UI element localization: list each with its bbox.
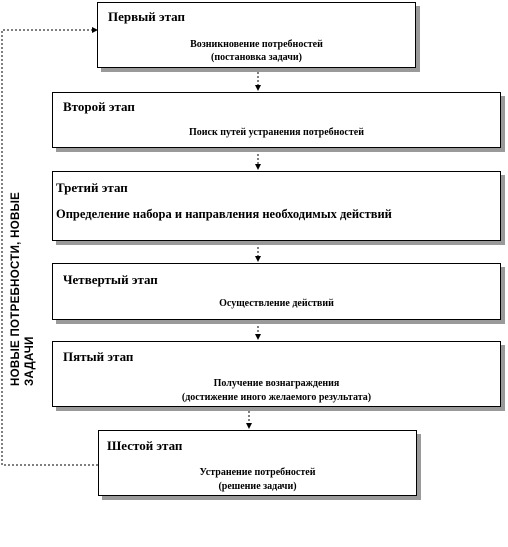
stage-3-desc-line-1: Определение набора и направления необходимых действий <box>56 207 392 221</box>
stage-2-desc-line-1: Поиск путей устранения потребностей <box>189 127 364 138</box>
stage-6-desc-line-2: (решение задачи) <box>218 481 297 492</box>
stage-6-box <box>98 430 417 496</box>
stage-6-desc-line-1: Устранение потребностей <box>199 467 316 478</box>
stage-1-desc-line-1: Возникновение потребностей <box>190 39 323 50</box>
stage-4-title: Четвертый этап <box>63 272 158 287</box>
stage-6-title: Шестой этап <box>107 438 183 453</box>
stage-5-desc-line-1: Получение вознаграждения <box>213 378 340 389</box>
stage-5-desc-line-2: (достижение иного желаемого результата) <box>181 392 372 403</box>
stage-4-box <box>52 263 501 320</box>
feedback-label: НОВЫЕ ПОТРЕБНОСТИ, НОВЫЕ ЗАДАЧИ <box>10 191 36 386</box>
stage-3-title: Третий этап <box>56 180 128 195</box>
stage-2-title: Второй этап <box>63 99 135 114</box>
stage-3-box <box>52 171 501 241</box>
stage-1-desc-line-2: (постановка задачи) <box>211 52 302 63</box>
stage-5-title: Пятый этап <box>63 349 134 364</box>
stage-4-desc-line-1: Осуществление действий <box>219 298 334 309</box>
stage-5-box <box>52 341 501 407</box>
stage-2-box <box>52 92 501 148</box>
stage-1-box <box>97 2 416 68</box>
stage-1-title: Первый этап <box>108 9 186 24</box>
